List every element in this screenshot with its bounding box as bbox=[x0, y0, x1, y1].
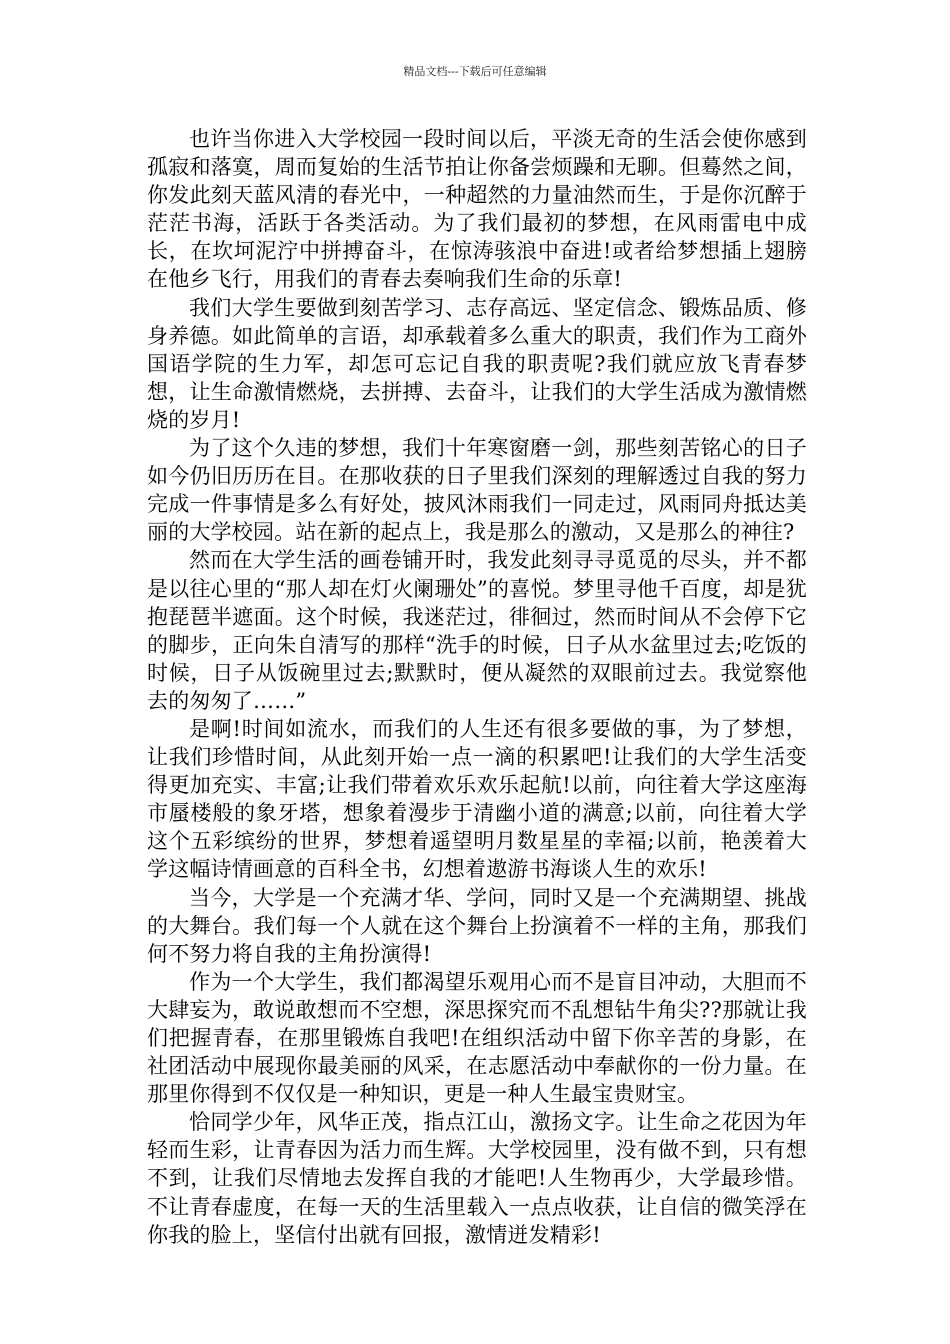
paragraph: 是啊!时间如流水，而我们的人生还有很多要做的事，为了梦想，让我们珍惜时间，从此刻开始一点一滴的积累吧!让我们的大学生活变得更加充实、丰富;让我们带着欢乐欢乐起航!以前，向往着大学这座海市蜃楼般的象牙塔，想象着漫步于清幽小道的满意;以前，向往着大学这个五彩缤纷的世界，梦想着遥望明月数星星的幸福;以前，艳羡着大学这幅诗情画意的百科全书，幻想着遨游书海谈人生的欢乐! bbox=[147, 716, 807, 882]
paragraph: 当今，大学是一个充满才华、学问，同时又是一个充满期望、挑战的大舞台。我们每一个人就在这个舞台上扮演着不一样的主角，那我们何不努力将自我的主角扮演得! bbox=[147, 885, 807, 966]
paragraph: 恰同学少年，风华正茂，指点江山，激扬文字。让生命之花因为年轻而生彩，让青春因为活力而生辉。大学校园里，没有做不到，只有想不到，让我们尽情地去发挥自我的才能吧!人生物再少，大学最珍惜。不让青春虚度，在每一天的生活里载入一点点收获，让自信的微笑浮在你我的脸上，坚信付出就有回报，激情迸发精彩! bbox=[147, 1110, 807, 1247]
paragraph: 也许当你进入大学校园一段时间以后，平淡无奇的生活会使你感到孤寂和落寞，周而复始的生活节拍让你备尝烦躁和无聊。但蓦然之间，你发此刻天蓝风清的春光中，一种超然的力量油然而生，于是你沉醉于茫茫书海，活跃于各类活动。为了我们最初的梦想，在风雨雷电中成长，在坎坷泥泞中拼搏奋斗，在惊涛骇浪中奋进!或者给梦想插上翅膀在他乡飞行，用我们的青春去奏响我们生命的乐章! bbox=[147, 127, 807, 292]
paragraph: 作为一个大学生，我们都渴望乐观用心而不是盲目冲动，大胆而不大肆妄为，敢说敢想而不空想，深思探究而不乱想钻牛角尖??那就让我们把握青春，在那里锻炼自我吧!在组织活动中留下你辛苦的身影，在社团活动中展现你最美丽的风采，在志愿活动中奉献你的一份力量。在那里你得到不仅仅是一种知识，更是一种人生最宝贵财宝。 bbox=[147, 969, 807, 1107]
paragraph: 为了这个久违的梦想，我们十年寒窗磨一剑，那些刻苦铭心的日子如今仍旧历历在目。在那收获的日子里我们深刻的理解透过自我的努力完成一件事情是多么有好处，披风沐雨我们一同走过，风雨同舟抵达美丽的大学校园。站在新的起点上，我是那么的激动，又是那么的神往? bbox=[147, 436, 807, 545]
page-header: 精品文档---下载后可任意编辑 bbox=[403, 65, 547, 78]
paragraph: 然而在大学生活的画卷铺开时，我发此刻寻寻觅觅的尽头，并不都是以往心里的“那人却在灯火阑珊处”的喜悦。梦里寻他千百度，却是犹抱琵琶半遮面。这个时候，我迷茫过，徘徊过，然而时间从不会停下它的脚步，正向朱自清写的那样“洗手的时候，日子从水盆里过去;吃饭的时候，日子从饭碗里过去;默默时，便从凝然的双眼前过去。我觉察他去的匆匆了……” bbox=[147, 548, 807, 713]
paragraph: 我们大学生要做到刻苦学习、志存高远、坚定信念、锻炼品质、修身养德。如此简单的言语，却承载着多么重大的职责，我们作为工商外国语学院的生力军，却怎可忘记自我的职责呢?我们就应放飞青春梦想，让生命激情燃烧，去拼搏、去奋斗，让我们的大学生活成为激情燃烧的岁月! bbox=[147, 295, 807, 432]
document-body bbox=[147, 125, 807, 1249]
